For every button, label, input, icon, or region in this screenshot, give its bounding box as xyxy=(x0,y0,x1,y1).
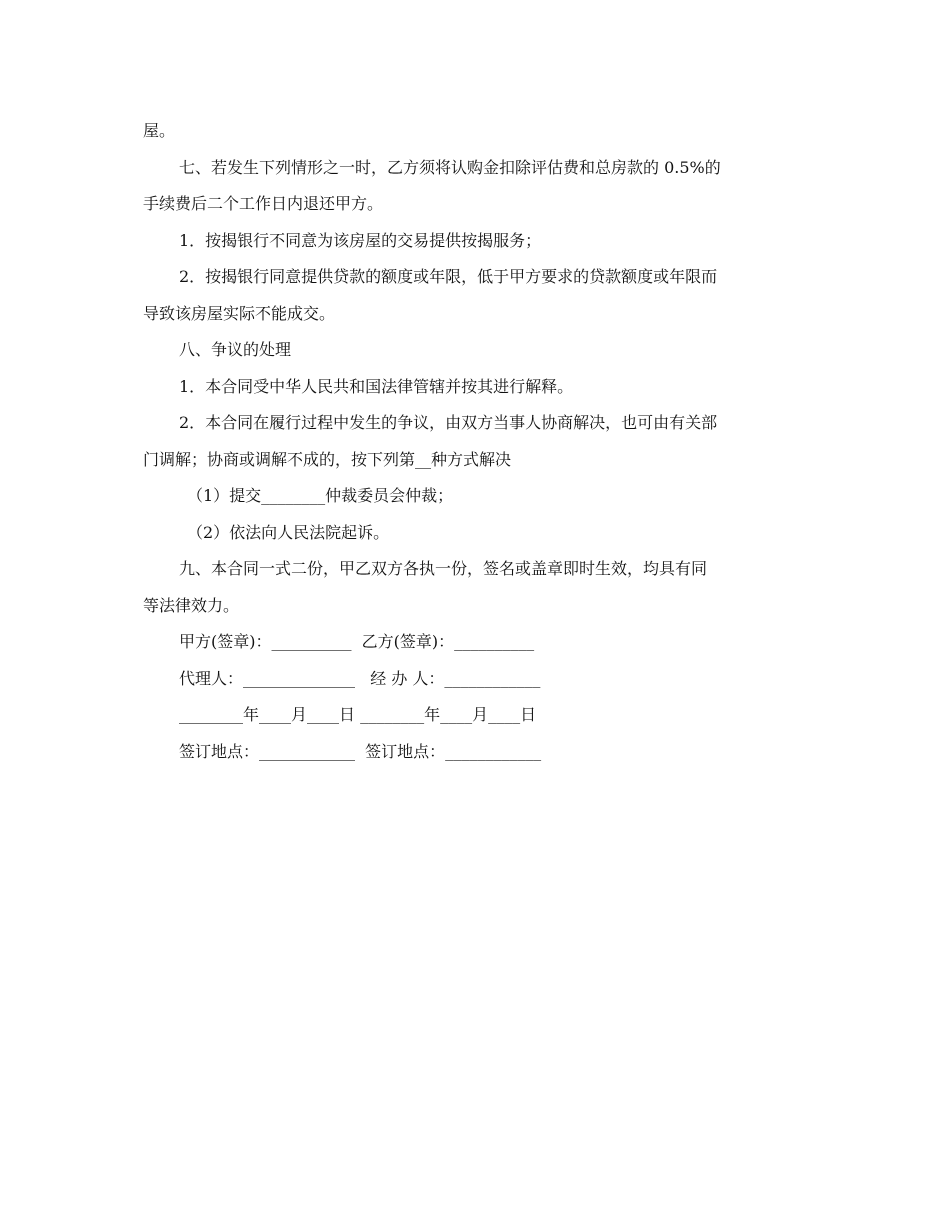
paragraph-line: 手续费后二个工作日内退还甲方。 xyxy=(143,194,384,213)
clause-8-item-1: 1．本合同受中华人民共和国法律管辖并按其进行解释。 xyxy=(179,376,574,396)
paragraph-line: 导致该房屋实际不能成交。 xyxy=(143,303,336,323)
signature-row-parties: 甲方(签章)：__________ 乙方(签章)：__________ xyxy=(179,632,535,651)
document-body xyxy=(143,113,805,770)
paragraph-line: 等法律效力。 xyxy=(143,595,240,615)
clause-8-item-2: 2．本合同在履行过程中发生的争议，由双方当事人协商解决，也可由有关部 xyxy=(179,413,718,432)
clause-7-item-2: 2．按揭银行同意提供贷款的额度或年限，低于甲方要求的贷款额度或年限而 xyxy=(179,267,718,286)
signature-row-agents: 代理人：______________ 经 办 人：____________ xyxy=(179,668,541,688)
signature-row-dates: ________年____月____日 ________年____月____日 xyxy=(179,705,537,724)
clause-8-option-2: （2）依法向人民法院起诉。 xyxy=(187,522,390,542)
clause-7-heading: 七、若发生下列情形之一时，乙方须将认购金扣除评估费和总房款的 0.5%的 xyxy=(179,157,721,177)
clause-7-item-1: 1．按揭银行不同意为该房屋的交易提供按揭服务； xyxy=(179,230,542,250)
paragraph-line: 屋。 xyxy=(143,121,176,140)
paragraph-line: 门调解；协商或调解不成的，按下列第__种方式解决 xyxy=(143,449,512,469)
signature-block xyxy=(143,624,805,770)
clause-9-heading: 九、本合同一式二份，甲乙双方各执一份，签名或盖章即时生效，均具有同 xyxy=(179,559,708,578)
clause-8-heading: 八、争议的处理 xyxy=(179,340,292,359)
clause-8-option-1: （1）提交________仲裁委员会仲裁； xyxy=(187,486,454,505)
signature-row-places: 签订地点：____________ 签订地点：____________ xyxy=(179,741,542,761)
